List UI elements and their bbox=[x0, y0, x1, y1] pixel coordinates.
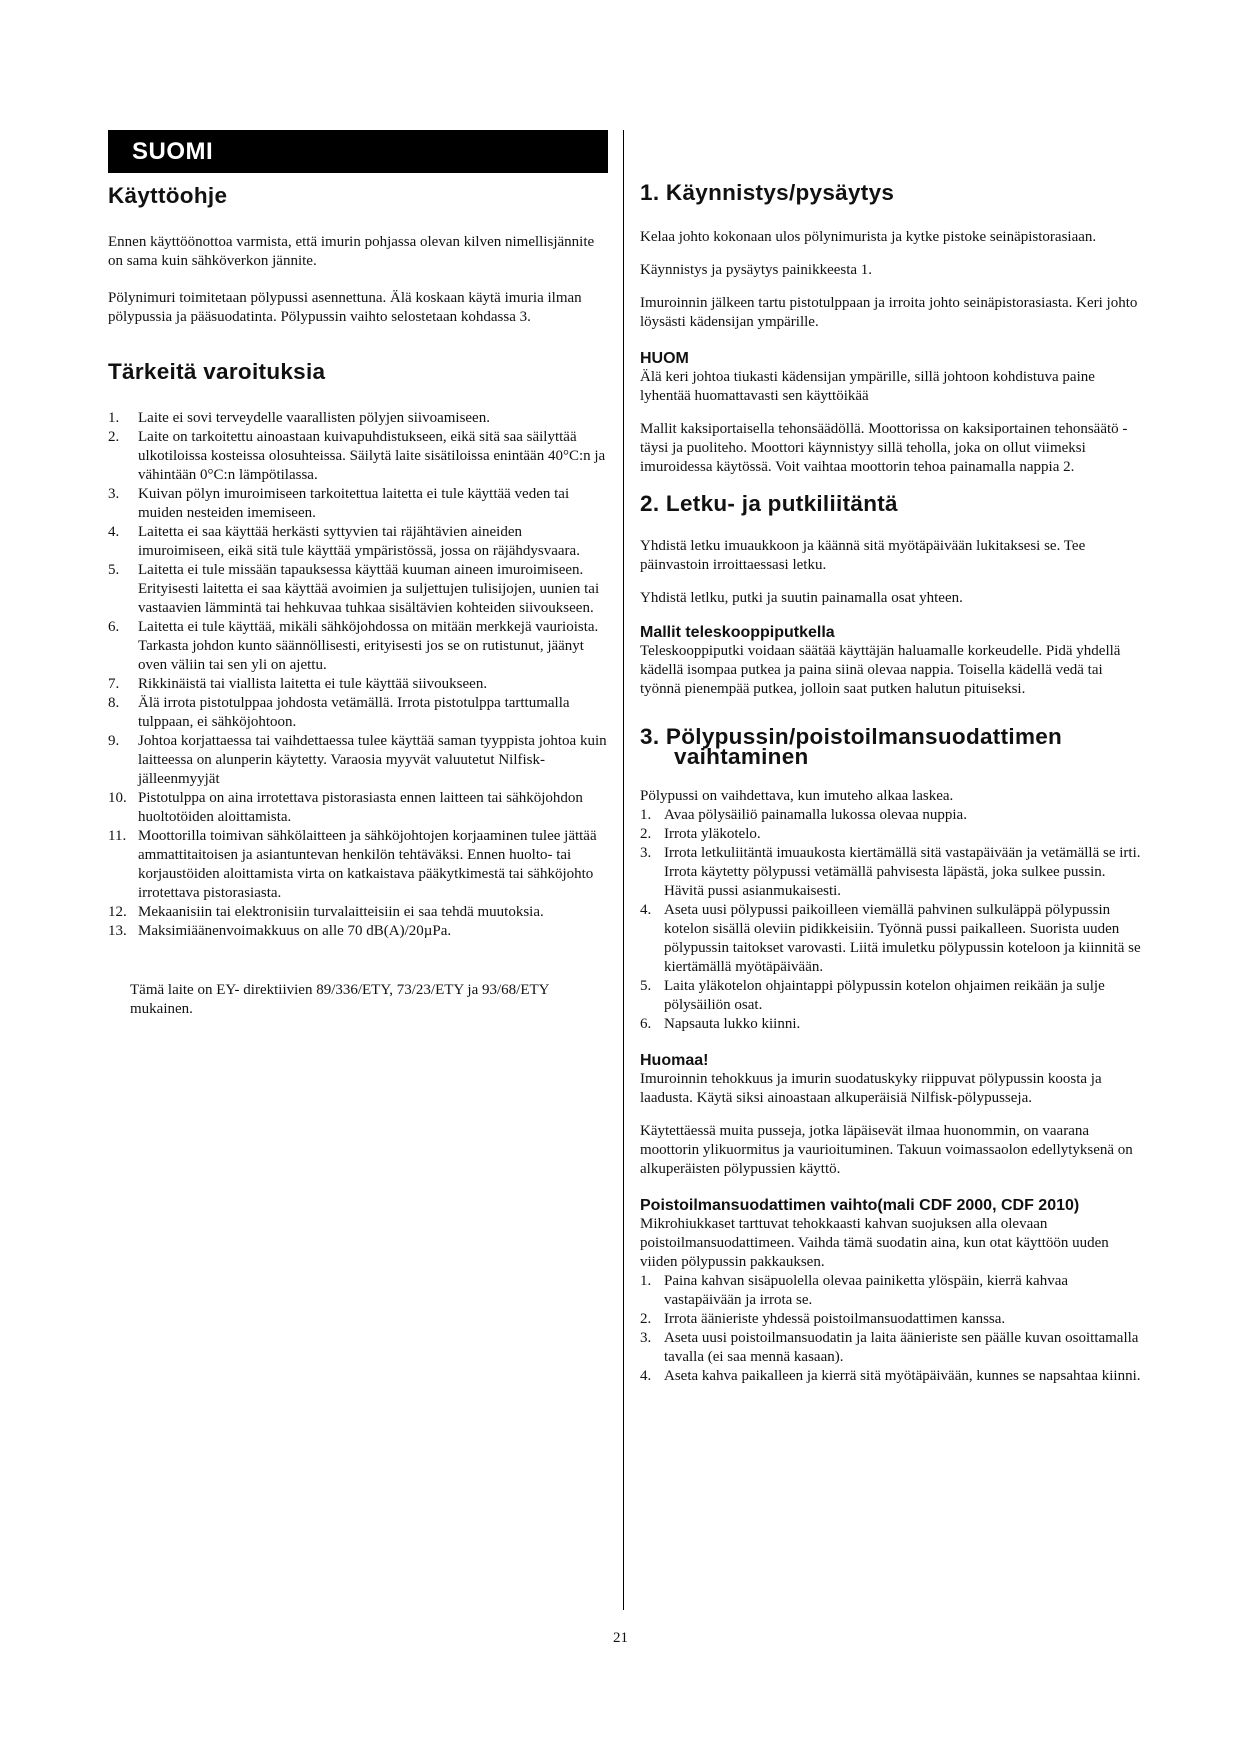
list-item: 4. Aseta uusi pölypussi paikoilleen viemällä pahvinen sulkuläppä pölypussin kotelon sisällä oleviin pidikkeisiin. Työnnä pussi paikalleen. Suorista uuden pölypussin taitokset varovasti. Liitä imuletku pölypussin koteloon ja kiinnitä se kiertämällä myötäpäivään. bbox=[640, 902, 1141, 975]
attention-paragraph-1: Imuroinnin tehokkuus ja imurin suodatuskyky riippuvat pölypussin koosta ja laadusta. Käytä siksi ainoastaan alkuperäisiä Nilfisk-pölypusseja. bbox=[640, 1071, 1102, 1106]
ec-conformity-statement: Tämä laite on EY- direktiivien 89/336/ETY, 73/23/ETY ja 93/68/ETY mukainen. bbox=[130, 982, 549, 1017]
list-item: 4. Laitetta ei saa käyttää herkästi syttyvien tai räjähtävien aineiden imuroimiseen, eikä sitä tule käyttää ympäristössä, jossa on räjähdysvaara. bbox=[108, 524, 580, 559]
manual-title: Käyttöohje bbox=[108, 183, 228, 208]
note-text: Älä keri johtoa tiukasti kädensijan ympärille, sillä johtoon kohdistuva paine lyhentää huomattavasti sen käyttöikää bbox=[640, 369, 1095, 404]
column-divider bbox=[623, 130, 624, 1610]
filter-intro: Mikrohiukkaset tarttuvat tehokkaasti kahvan suojuksen alla olevaan poistoilmansuodattimeen. Vaihda tämä suodatin aina, kun otat käyttöön uuden viiden pölypussin pakkauksen. bbox=[640, 1216, 1109, 1270]
telescopic-text: Teleskooppiputki voidaan säätää käyttäjän haluamalle korkeudelle. Pidä yhdellä kädellä isompaa putkea ja paina siinä olevaa nappia. Toisella kädellä vedä tai työnnä pienempää putkea, jolloin saat putken halutun pituiseksi. bbox=[640, 643, 1121, 697]
list-item: 2. Irrota yläkotelo. bbox=[640, 826, 761, 842]
section-1-paragraph-3: Imuroinnin jälkeen tartu pistotulppaan ja irroita johto seinäpistorasiasta. Keri johto löysästi kädensijan ympärille. bbox=[640, 295, 1138, 330]
warnings-heading: Tärkeitä varoituksia bbox=[108, 359, 326, 384]
list-item: 3. Irrota letkuliitäntä imuaukosta kiertämällä sitä vastapäivään ja vetämällä se irti. Irrota käytetty pölypussi vetämällä pahvisesta läpästä, joka sulkee pussin. Hävitä pussi asianmukaisesti. bbox=[640, 845, 1141, 899]
section-1-heading: 1. Käynnistys/pysäytys bbox=[640, 180, 895, 205]
intro-paragraph-1: Ennen käyttöönottoa varmista, että imurin pohjassa olevan kilven nimellisjännite on sama kuin sähköverkon jännite. bbox=[108, 234, 595, 269]
section-2-heading: 2. Letku- ja putkiliitäntä bbox=[640, 491, 898, 516]
section-2-paragraph-1: Yhdistä letku imuaukkoon ja käännä sitä myötäpäivään lukitaksesi se. Tee päinvastoin irroittaessasi letku. bbox=[640, 538, 1086, 573]
section-3-intro: Pölypussi on vaihdettava, kun imuteho alkaa laskea. bbox=[640, 788, 954, 804]
list-item: 6. Napsauta lukko kiinni. bbox=[640, 1016, 801, 1032]
list-item: 12. Mekaanisiin tai elektronisiin turvalaitteisiin ei saa tehdä muutoksia. bbox=[108, 904, 544, 920]
list-item: 7. Rikkinäistä tai viallista laitetta ei tule käyttää siivoukseen. bbox=[108, 676, 488, 692]
list-item: 5. Laitetta ei tule missään tapauksessa käyttää kuuman aineen imuroimiseen. Erityisesti laitetta ei saa käyttää avoimien ja suljettujen tulisijojen, uunien tai vastaavien lämmintä tai hehkuvaa tuhkaa sisältävien kohteiden siivoukseen. bbox=[108, 562, 600, 616]
list-item: 8. Älä irrota pistotulppaa johdosta vetämällä. Irrota pistotulppa tarttumalla tulppaan, ei sähköjohtoon. bbox=[108, 695, 570, 730]
filter-heading: Poistoilmansuodattimen vaihto(mali CDF 2000, CDF 2010) bbox=[640, 1197, 1080, 1214]
section-1-paragraph-1: Kelaa johto kokonaan ulos pölynimurista ja kytke pistoke seinäpistorasiaan. bbox=[640, 229, 1097, 245]
list-item: 3. Aseta uusi poistoilmansuodatin ja laita äänieriste sen päälle kuvan osoittamalla tavalla (ei saa mennä kasaan). bbox=[640, 1330, 1139, 1365]
list-item: 2. Laite on tarkoitettu ainoastaan kuivapuhdistukseen, eikä sitä saa säilyttää ulkotiloissa kosteissa olosuhteissa. Säilytä laite sisätiloissa enintään 40°C:n ja vähintään 0°C:n lämpötilassa. bbox=[108, 429, 606, 483]
list-item: 4. Aseta kahva paikalleen ja kierrä sitä myötäpäivään, kunnes se napsahtaa kiinni. bbox=[640, 1368, 1141, 1384]
list-item: 11. Moottorilla toimivan sähkölaitteen ja sähköjohtojen korjaaminen tulee jättää ammattitaitoisen ja asiantuntevan henkilön tehtäväksi. Ennen huolto- tai korjaustöiden aloittamista virta on katkaistava pääkytkimestä tai sähköjohto irrotettava pistorasiasta. bbox=[108, 828, 597, 901]
telescopic-heading: Mallit teleskooppiputkella bbox=[640, 624, 835, 641]
list-item: 1. Avaa pölysäiliö painamalla lukossa olevaa nuppia. bbox=[640, 807, 967, 823]
intro-paragraph-2: Pölynimuri toimitetaan pölypussi asennettuna. Älä koskaan käytä imuria ilman pölypussia ja pääsuodatinta. Pölypussin vaihto selostetaan kohdassa 3. bbox=[108, 290, 582, 325]
list-item: 10. Pistotulppa on aina irrotettava pistorasiasta ennen laitteen tai sähköjohdon huoltotöiden aloittamista. bbox=[108, 790, 583, 825]
power-models-text: Mallit kaksiportaisella tehonsäädöllä. Moottorissa on kaksiportainen tehonsäätö - täysi ja puoliteho. Moottori käynnistyy sillä teholla, joka on ollut viimeksi imuroidessa käytössä. Voit vaihtaa moottorin tehoa painamalla nappia 2. bbox=[640, 421, 1128, 475]
right-column bbox=[640, 180, 1145, 1386]
note-heading: HUOM bbox=[640, 350, 689, 367]
list-item: 5. Laita yläkotelon ohjaintappi pölypussin kotelon ohjaimen reikään ja sulje pölysäiliön osat. bbox=[640, 978, 1105, 1013]
section-3-heading: 3. Pölypussin/poistoilmansuodattimen vaihtaminen bbox=[640, 724, 1063, 769]
section-1-paragraph-2: Käynnistys ja pysäytys painikkeesta 1. bbox=[640, 262, 873, 278]
page-number: 21 bbox=[613, 1630, 628, 1646]
list-item: 6. Laitetta ei tule käyttää, mikäli sähköjohdossa on mitään merkkejä vaurioista. Tarkasta johdon kunto säännöllisesti, erityisesti jos se on rutistunut, jäänyt oven väliin tai sen yli on ajettu. bbox=[108, 619, 599, 673]
list-item: 1. Laite ei sovi terveydelle vaarallisten pölyjen siivoamiseen. bbox=[108, 410, 490, 426]
list-item: 2. Irrota äänieriste yhdessä poistoilmansuodattimen kanssa. bbox=[640, 1311, 1006, 1327]
dustbag-steps-list bbox=[640, 806, 1145, 1034]
language-banner: SUOMI bbox=[108, 130, 608, 173]
left-column bbox=[108, 130, 608, 1019]
list-item: 9. Johtoa korjattaessa tai vaihdettaessa tulee käyttää saman tyyppista johtoa kuin laitteessa on alunperin käytetty. Varaosia myyvät valuutetut Nilfisk-jälleenmyyjät bbox=[108, 733, 607, 787]
list-item: 13. Maksimiäänenvoimakkuus on alle 70 dB(A)/20µPa. bbox=[108, 923, 452, 939]
warnings-list bbox=[108, 409, 608, 941]
attention-heading: Huomaa! bbox=[640, 1052, 709, 1069]
filter-steps-list bbox=[640, 1272, 1145, 1386]
list-item: 1. Paina kahvan sisäpuolella olevaa painiketta ylöspäin, kierrä kahvaa vastapäivään ja irrota se. bbox=[640, 1273, 1069, 1308]
attention-paragraph-2: Käytettäessä muita pusseja, jotka läpäisevät ilmaa huonommin, on vaarana moottorin ylikuormitus ja vaurioituminen. Takuun voimassaolon edellytyksenä on alkuperäisten pölypussien käyttö. bbox=[640, 1123, 1133, 1177]
list-item: 3. Kuivan pölyn imuroimiseen tarkoitettua laitetta ei tule käyttää veden tai muiden nesteiden imemiseen. bbox=[108, 486, 570, 521]
section-2-paragraph-2: Yhdistä letlku, putki ja suutin painamalla osat yhteen. bbox=[640, 590, 963, 606]
